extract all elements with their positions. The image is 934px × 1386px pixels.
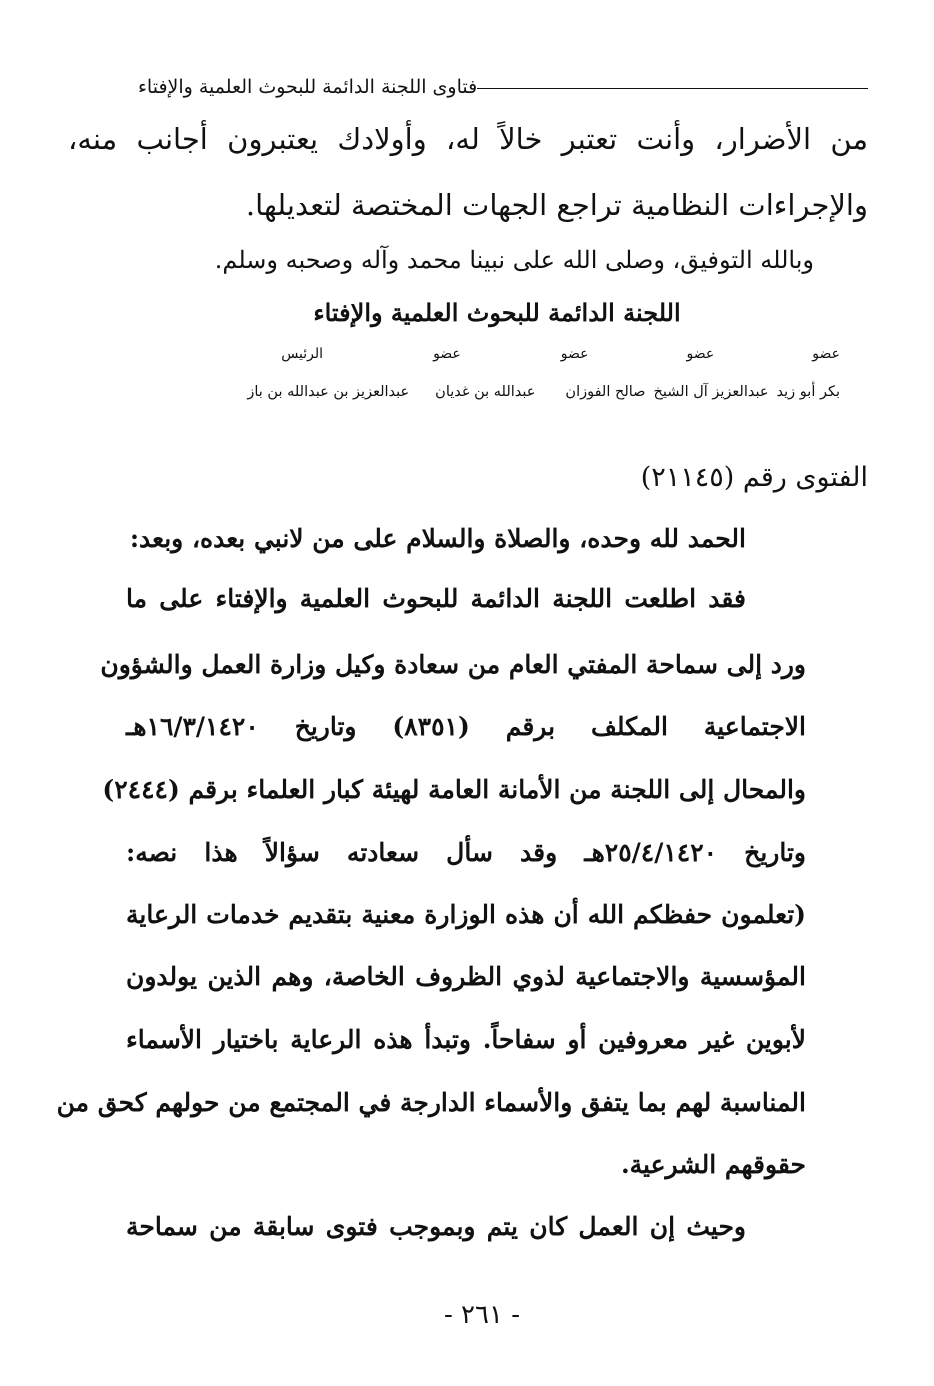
name-member-2: عبدالعزيز آل الشيخ <box>653 384 769 400</box>
fatwa-number: الفتوى رقم (٢١١٤٥) <box>640 462 868 493</box>
header-rule <box>477 88 868 89</box>
body-line-11: حقوقهم الشرعية. <box>620 1150 806 1179</box>
name-member-3: صالح الفوزان <box>565 384 646 400</box>
page-number: - ٢٦١ - <box>443 1300 521 1330</box>
body-line-6: وتاريخ ٢٥/٤/١٤٢٠هـ وقد سأل سعادته سؤالاً هذا نصه: <box>126 838 806 867</box>
body-line-12: وحيث إن العمل كان يتم وبموجب فتوى سابقة من سماحة <box>126 1212 746 1241</box>
body-line-5: والمحال إلى اللجنة من الأمانة العامة لهيئة كبار العلماء برقم (٢٤٤٤) <box>102 775 806 804</box>
running-header <box>128 70 868 104</box>
body-line-7: (تعلمون حفظكم الله أن هذه الوزارة معنية بتقديم خدمات الرعاية <box>126 900 806 929</box>
role-president: الرئيس <box>281 346 324 362</box>
continuation-line-1: من الأضرار، وأنت تعتبر خالاً له، وأولادك يعتبرون أجانب منه، <box>68 122 868 156</box>
continuation-line-2: والإجراءات النظامية تراجع الجهات المختصة لتعديلها. <box>245 188 868 222</box>
role-member-3: عضو <box>560 346 589 362</box>
body-line-4: الاجتماعية المكلف برقم (٨٣٥١) وتاريخ ١٦/٣/١٤٢٠هـ <box>126 712 806 741</box>
role-member-4: عضو <box>433 346 461 362</box>
committee-roles <box>281 346 840 362</box>
name-member-1: بكر أبو زيد <box>776 384 840 400</box>
body-line-1: الحمد لله وحده، والصلاة والسلام على من لانبي بعده، وبعد: <box>129 524 746 553</box>
header-title: فتاوى اللجنة الدائمة للبحوث العلمية والإفتاء <box>138 76 478 98</box>
body-line-9: لأبوين غير معروفين أو سفاحاً. وتبدأ هذه الرعاية باختيار الأسماء <box>126 1025 806 1054</box>
name-member-4: عبدالله بن غديان <box>435 384 536 400</box>
committee-names <box>247 384 840 400</box>
role-member-2: عضو <box>686 346 715 362</box>
body-line-2: فقد اطلعت اللجنة الدائمة للبحوث العلمية والإفتاء على ما <box>126 584 746 613</box>
role-member-1: عضو <box>812 346 840 362</box>
body-line-10: المناسبة لهم بما يتفق والأسماء الدارجة في المجتمع من حولهم كحق من <box>56 1088 806 1117</box>
body-line-3: ورد إلى سماحة المفتي العام من سعادة وكيل وزارة العمل والشؤون <box>100 650 806 679</box>
closing-line: وبالله التوفيق، وصلى الله على نبينا محمد وآله وصحبه وسلم. <box>214 246 814 274</box>
body-line-8: المؤسسية والاجتماعية لذوي الظروف الخاصة، وهم الذين يولدون <box>126 962 806 991</box>
committee-title: اللجنة الدائمة للبحوث العلمية والإفتاء <box>313 298 681 327</box>
name-president: عبدالعزيز بن عبدالله بن باز <box>247 384 410 400</box>
